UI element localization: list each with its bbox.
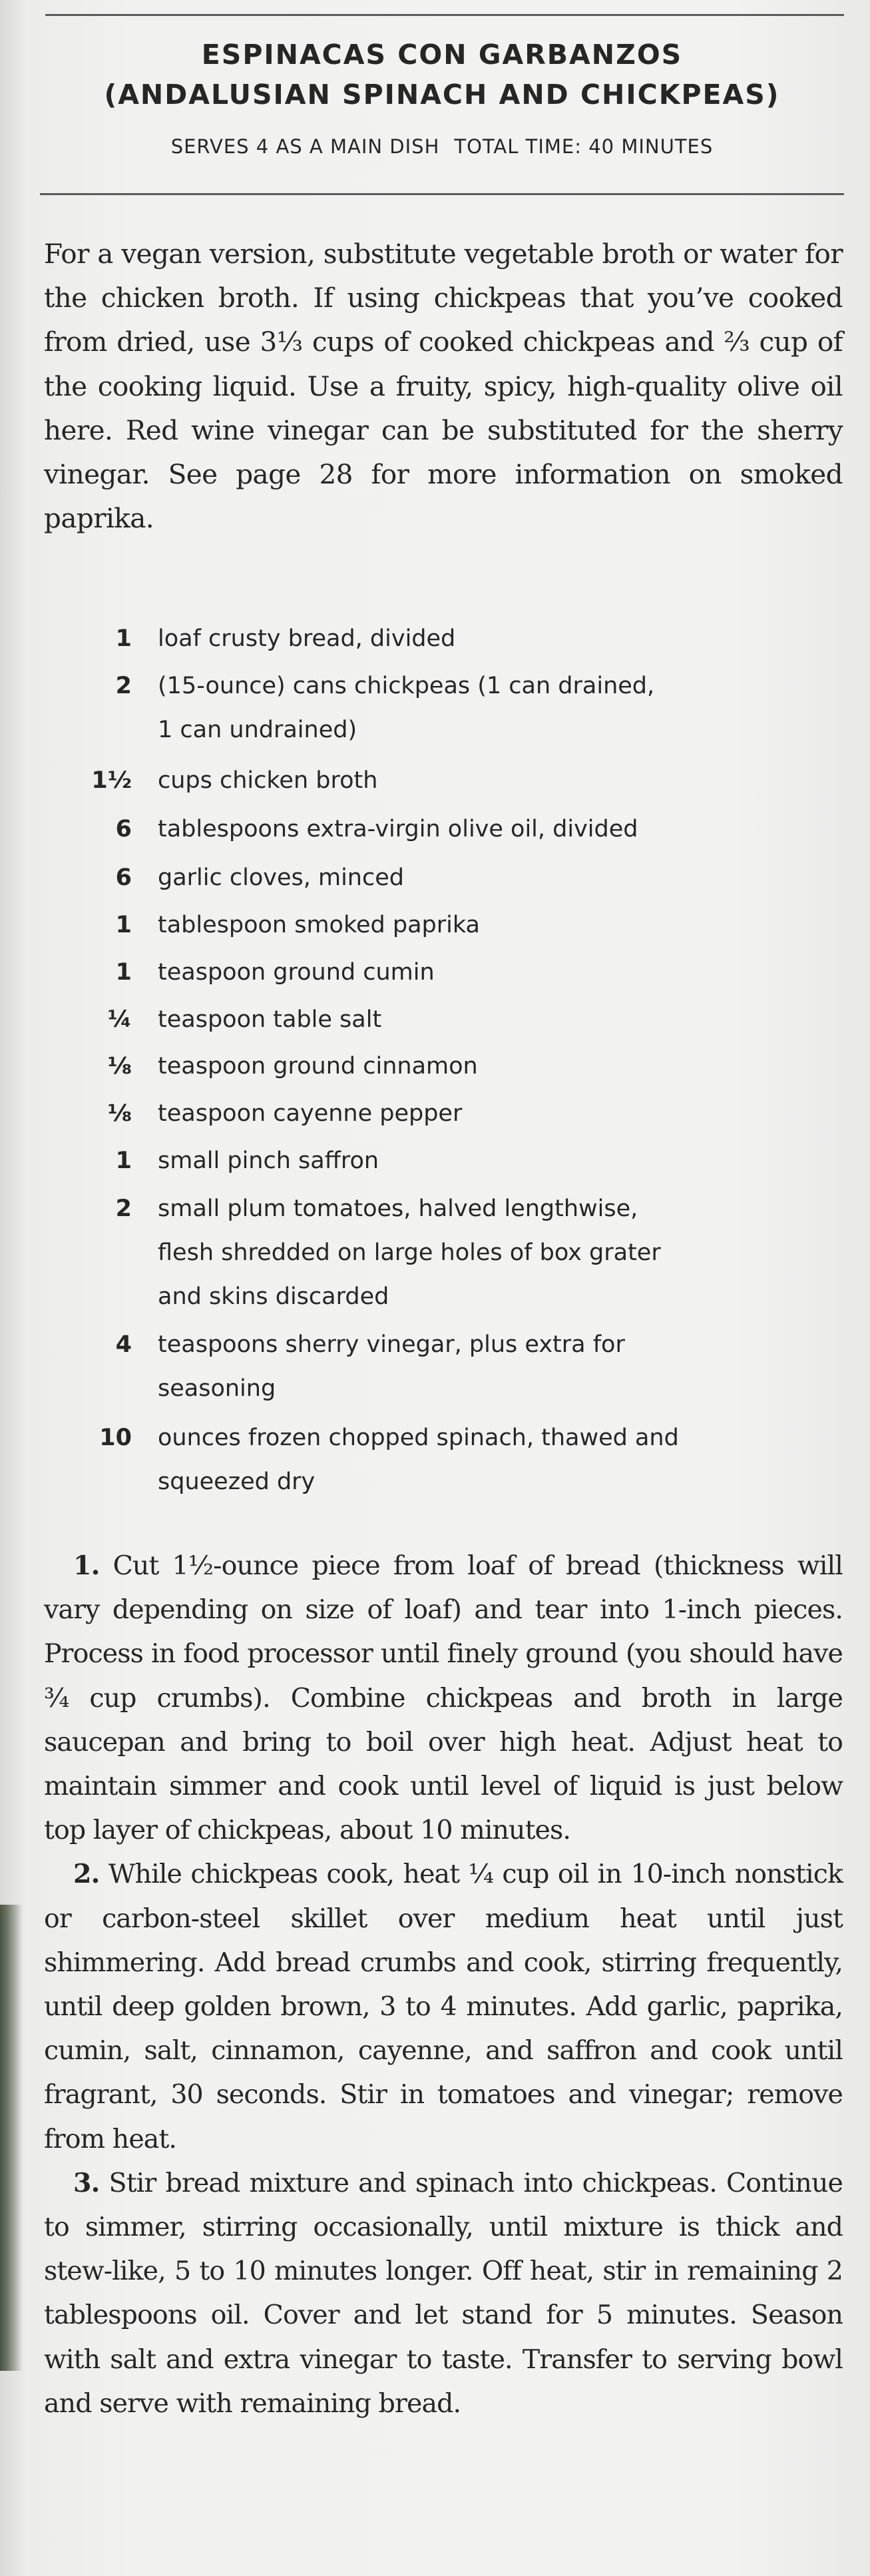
ingredient-text: tablespoon smoked paprika	[158, 912, 480, 938]
step-number: 2.	[73, 1859, 100, 1890]
ingredient-text: cups chicken broth	[158, 767, 378, 794]
step-number: 3.	[73, 2167, 100, 2198]
total-time-text: TOTAL TIME: 40 MINUTES	[454, 135, 714, 158]
ingredient-text: teaspoon ground cumin	[158, 959, 435, 986]
recipe-header	[40, 35, 844, 160]
recipe-intro: For a vegan version, substitute vegetable broth or water for the chicken broth. If using chickpeas that you’ve cooked from dried, use 3⅓ cups of cooked chickpeas and ⅔ cup of the cooking liquid. Use a fruity, spicy, high-quality olive oil here. Red wine vinegar can be substituted for the sherry vinegar. See page 28 for more information on smoked paprika.	[44, 238, 843, 535]
ingredient-quantity: ⅛	[107, 1053, 132, 1080]
ingredient-text: small plum tomatoes, halved lengthwise, flesh shredded on large holes of box grater and skins discarded	[158, 1195, 661, 1310]
ingredient-quantity: 1½	[91, 767, 132, 794]
ingredient-text: garlic cloves, minced	[158, 864, 404, 891]
step-number: 1.	[73, 1550, 100, 1581]
recipe-meta	[40, 133, 844, 160]
ingredient-text: ounces frozen chopped spinach, thawed and squeezed dry	[158, 1425, 679, 1495]
ingredient-quantity: 4	[115, 1331, 132, 1358]
recipe-steps	[44, 1544, 843, 2425]
ingredient-quantity: 1	[115, 1147, 132, 1174]
serves-text: SERVES 4 AS A MAIN DISH	[170, 135, 440, 158]
ingredient-text: teaspoon table salt	[158, 1006, 382, 1033]
header-rule	[40, 193, 844, 195]
ingredient-text: tablespoons extra-virgin olive oil, divided	[158, 816, 638, 842]
ingredient-quantity: 10	[99, 1425, 132, 1451]
step-text: While chickpeas cook, heat ¼ cup oil in 10-inch nonstick or carbon-steel skillet over medium heat until just shimmering. Add bread crumbs and cook, stirring frequently, until deep golden brown, 3 to 4 minutes. Add garlic, paprika, cumin, salt, cinnamon, cayenne, and saffron and cook until fragrant, 30 seconds. Stir in tomatoes and vinegar; remove from heat.	[44, 1859, 843, 2154]
top-rule	[45, 14, 844, 16]
ingredient-text: (15-ounce) cans chickpeas (1 can drained, 1 can undrained)	[158, 673, 655, 743]
step-text: Stir bread mixture and spinach into chickpeas. Continue to simmer, stirring occasionally, until mixture is thick and stew-like, 5 to 10 minutes longer. Off heat, stir in remaining 2 tablespoons oil. Cover and let stand for 5 minutes. Season with salt and extra vinegar to taste. Transfer to serving bowl and serve with remaining bread.	[44, 2167, 843, 2419]
ingredient-quantity: 2	[115, 1195, 132, 1222]
step-text: Cut 1½-ounce piece from loaf of bread (thickness will vary depending on size of loaf) and tear into 1-inch pieces. Process in food processor until finely ground (you should have ¾ cup crumbs). Combine chickpeas and broth in large saucepan and bring to boil over high heat. Adjust heat to maintain simmer and cook until level of liquid is just below top layer of chickpeas, about 10 minutes.	[44, 1550, 843, 1846]
ingredient-quantity: 6	[115, 816, 132, 842]
ingredient-text: small pinch saffron	[158, 1147, 379, 1174]
ingredient-text: teaspoon ground cinnamon	[158, 1053, 478, 1080]
ingredient-quantity: 1	[115, 912, 132, 938]
ingredient-text: teaspoons sherry vinegar, plus extra for seasoning	[158, 1331, 625, 1402]
ingredient-quantity: 1	[115, 625, 132, 652]
recipe-title: ESPINACAS CON GARBANZOS	[201, 39, 683, 71]
ingredient-quantity: 6	[115, 864, 132, 891]
step-2	[44, 1852, 843, 2160]
step-3	[44, 2161, 843, 2425]
page-binding-shadow	[0, 1905, 23, 2371]
ingredient-quantity: ⅛	[107, 1100, 132, 1127]
ingredient-quantity: ¼	[107, 1006, 132, 1033]
ingredient-quantity: 2	[115, 673, 132, 699]
ingredient-quantity: 1	[115, 959, 132, 986]
step-1	[44, 1544, 843, 1852]
ingredient-text: teaspoon cayenne pepper	[158, 1100, 463, 1127]
recipe-subtitle: (ANDALUSIAN SPINACH AND CHICKPEAS)	[104, 79, 780, 111]
ingredient-text: loaf crusty bread, divided	[158, 625, 456, 652]
